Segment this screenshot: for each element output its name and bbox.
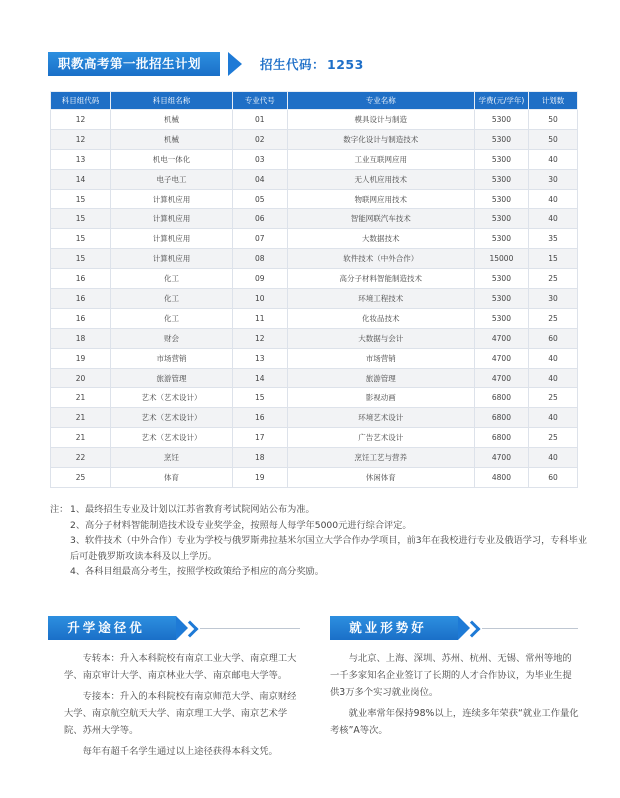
col-header-tuition: 学费(元/学年) [474,92,528,110]
table-row [51,388,578,408]
note-item [50,533,590,564]
cell-tuition: 6800 [474,408,528,428]
cell-major-code: 09 [233,269,287,289]
cell-major-name: 物联网应用技术 [287,189,474,209]
cell-major-name: 市场营销 [287,348,474,368]
cell-tuition: 5300 [474,169,528,189]
cell-major-name: 大数据技术 [287,229,474,249]
note-text: 4、各科目组最高分考生，按照学校政策给予相应的高分奖励。 [70,566,324,577]
cell-tuition: 5300 [474,209,528,229]
table-row [51,209,578,229]
cell-group-name: 化工 [110,289,232,309]
cell-group-code: 19 [51,348,111,368]
table-row [51,249,578,269]
cell-major-name: 化妆品技术 [287,308,474,328]
cell-quota: 25 [528,308,577,328]
cell-group-code: 12 [51,129,111,149]
cell-quota: 40 [528,149,577,169]
cell-quota: 25 [528,428,577,448]
cell-quota: 15 [528,249,577,269]
cell-major-code: 01 [233,110,287,130]
pathway-text [64,650,304,764]
cell-group-code: 12 [51,110,111,130]
cell-tuition: 5300 [474,189,528,209]
section-header-employment [330,616,458,640]
table-row [51,428,578,448]
enrollment-code-value: 1253 [327,57,364,72]
table-row [51,308,578,328]
cell-major-name: 环境工程技术 [287,289,474,309]
cell-quota: 40 [528,209,577,229]
paragraph: 每年有超千名学生通过以上途径获得本科文凭。 [82,746,278,757]
cell-major-code: 16 [233,408,287,428]
cell-group-name: 计算机应用 [110,249,232,269]
table-row [51,368,578,388]
section-ribbon [330,616,458,640]
table-row [51,169,578,189]
table-row [51,348,578,368]
cell-major-code: 07 [233,229,287,249]
cell-major-code: 13 [233,348,287,368]
cell-group-name: 机电一体化 [110,149,232,169]
section-title: 升学途径优 [67,620,145,635]
paragraph: 专转本：升入本科院校有南京工业大学、南京理工大学、南京审计大学、南京林业大学、南京邮电大学等。 [64,653,297,681]
cell-major-name: 工业互联网应用 [287,149,474,169]
section-header-pathway [48,616,176,640]
cell-group-name: 体育 [110,468,232,488]
cell-quota: 50 [528,110,577,130]
notes-prefix: 注： [50,504,69,515]
cell-group-code: 16 [51,308,111,328]
cell-tuition: 4700 [474,368,528,388]
arrow-right-icon [228,52,242,76]
cell-group-code: 13 [51,149,111,169]
cell-tuition: 4700 [474,348,528,368]
table-row [51,269,578,289]
cell-group-name: 化工 [110,308,232,328]
cell-group-code: 15 [51,209,111,229]
plan-title: 职教高考第一批招生计划 [58,56,202,71]
cell-major-code: 08 [233,249,287,269]
table-row [51,289,578,309]
cell-major-name: 数字化设计与制造技术 [287,129,474,149]
cell-major-name: 旅游管理 [287,368,474,388]
cell-tuition: 5300 [474,149,528,169]
cell-quota: 60 [528,468,577,488]
cell-major-code: 19 [233,468,287,488]
cell-group-code: 16 [51,269,111,289]
cell-group-code: 15 [51,189,111,209]
cell-quota: 40 [528,448,577,468]
cell-tuition: 15000 [474,249,528,269]
section-title: 就业形势好 [349,620,427,635]
cell-major-code: 04 [233,169,287,189]
col-header-major-name: 专业名称 [287,92,474,110]
cell-group-code: 14 [51,169,111,189]
paragraph: 与北京、上海、深圳、苏州、杭州、无锡、常州等地的一千多家知名企业签订了长期的人才合作协议，为毕业生提供3万多个实习就业岗位。 [330,653,572,698]
plan-title-ribbon [48,52,220,76]
cell-group-name: 财会 [110,328,232,348]
cell-tuition: 5300 [474,269,528,289]
cell-tuition: 4700 [474,448,528,468]
cell-group-code: 21 [51,408,111,428]
cell-major-code: 11 [233,308,287,328]
enrollment-plan-table [50,91,578,488]
cell-major-code: 15 [233,388,287,408]
col-header-group-code: 科目组代码 [51,92,111,110]
table-header-row [51,92,578,110]
cell-major-code: 06 [233,209,287,229]
table-row [51,129,578,149]
cell-tuition: 4800 [474,468,528,488]
cell-major-code: 03 [233,149,287,169]
table-row [51,229,578,249]
cell-group-code: 21 [51,388,111,408]
note-item [50,502,590,518]
cell-tuition: 6800 [474,428,528,448]
paragraph: 就业率常年保持98%以上，连续多年荣获“就业工作量化考核”A等次。 [330,708,579,736]
cell-group-name: 机械 [110,110,232,130]
paragraph: 专接本：升入的本科院校有南京师范大学、南京财经大学、南京航空航天大学、南京理工大学、南京艺术学院、苏州大学等。 [64,691,297,736]
cell-quota: 60 [528,328,577,348]
cell-major-code: 14 [233,368,287,388]
cell-group-name: 机械 [110,129,232,149]
cell-group-name: 计算机应用 [110,209,232,229]
cell-group-code: 16 [51,289,111,309]
col-header-quota: 计划数 [528,92,577,110]
cell-major-code: 02 [233,129,287,149]
section-ribbon [48,616,176,640]
cell-group-name: 市场营销 [110,348,232,368]
cell-quota: 40 [528,368,577,388]
cell-group-code: 20 [51,368,111,388]
cell-group-code: 21 [51,428,111,448]
cell-tuition: 5300 [474,229,528,249]
cell-tuition: 5300 [474,129,528,149]
cell-quota: 40 [528,408,577,428]
col-header-group-name: 科目组名称 [110,92,232,110]
cell-major-code: 18 [233,448,287,468]
cell-major-name: 软件技术（中外合作） [287,249,474,269]
cell-quota: 50 [528,129,577,149]
cell-major-name: 烹饪工艺与营养 [287,448,474,468]
note-item [50,518,590,534]
cell-tuition: 5300 [474,289,528,309]
note-text: 3、软件技术（中外合作）专业为学校与俄罗斯弗拉基米尔国立大学合作办学项目，前3年在我校进行专业及俄语学习，专科毕业后可赴俄罗斯攻读本科及以上学历。 [70,535,588,562]
cell-tuition: 5300 [474,110,528,130]
cell-group-name: 电子电工 [110,169,232,189]
cell-quota: 30 [528,289,577,309]
cell-group-name: 计算机应用 [110,189,232,209]
cell-quota: 40 [528,189,577,209]
cell-major-name: 广告艺术设计 [287,428,474,448]
cell-major-code: 17 [233,428,287,448]
cell-quota: 40 [528,348,577,368]
cell-tuition: 6800 [474,388,528,408]
cell-quota: 30 [528,169,577,189]
cell-major-name: 高分子材料智能制造技术 [287,269,474,289]
employment-text [330,650,580,743]
table-row [51,468,578,488]
col-header-major-code: 专业代号 [233,92,287,110]
cell-group-name: 烹饪 [110,448,232,468]
cell-group-name: 计算机应用 [110,229,232,249]
cell-major-code: 12 [233,328,287,348]
note-item [50,564,590,580]
cell-major-code: 05 [233,189,287,209]
cell-major-name: 影视动画 [287,388,474,408]
cell-major-name: 大数据与会计 [287,328,474,348]
cell-tuition: 5300 [474,308,528,328]
cell-group-code: 22 [51,448,111,468]
cell-group-code: 25 [51,468,111,488]
cell-group-name: 艺术（艺术设计） [110,428,232,448]
table-row [51,408,578,428]
table-row [51,328,578,348]
plan-title-bar [48,52,364,76]
cell-major-code: 10 [233,289,287,309]
table-row [51,110,578,130]
enrollment-code-label: 招生代码： [260,57,326,72]
cell-group-name: 艺术（艺术设计） [110,388,232,408]
divider [482,628,578,629]
cell-major-name: 智能网联汽车技术 [287,209,474,229]
cell-group-code: 15 [51,229,111,249]
cell-major-name: 环境艺术设计 [287,408,474,428]
table-row [51,189,578,209]
cell-tuition: 4700 [474,328,528,348]
cell-quota: 35 [528,229,577,249]
cell-major-name: 无人机应用技术 [287,169,474,189]
table-row [51,448,578,468]
divider [200,628,300,629]
cell-group-name: 艺术（艺术设计） [110,408,232,428]
table-row [51,149,578,169]
cell-group-code: 15 [51,249,111,269]
note-text: 1、最终招生专业及计划以江苏省教育考试院网站公布为准。 [70,504,315,515]
cell-group-name: 旅游管理 [110,368,232,388]
cell-major-name: 模具设计与制造 [287,110,474,130]
cell-group-name: 化工 [110,269,232,289]
note-text: 2、高分子材料智能制造技术设专业奖学金，按照每人每学年5000元进行综合评定。 [70,519,412,531]
cell-quota: 25 [528,388,577,408]
cell-major-name: 休闲体育 [287,468,474,488]
notes [50,502,590,580]
cell-quota: 25 [528,269,577,289]
cell-group-code: 18 [51,328,111,348]
enrollment-code [258,55,364,73]
